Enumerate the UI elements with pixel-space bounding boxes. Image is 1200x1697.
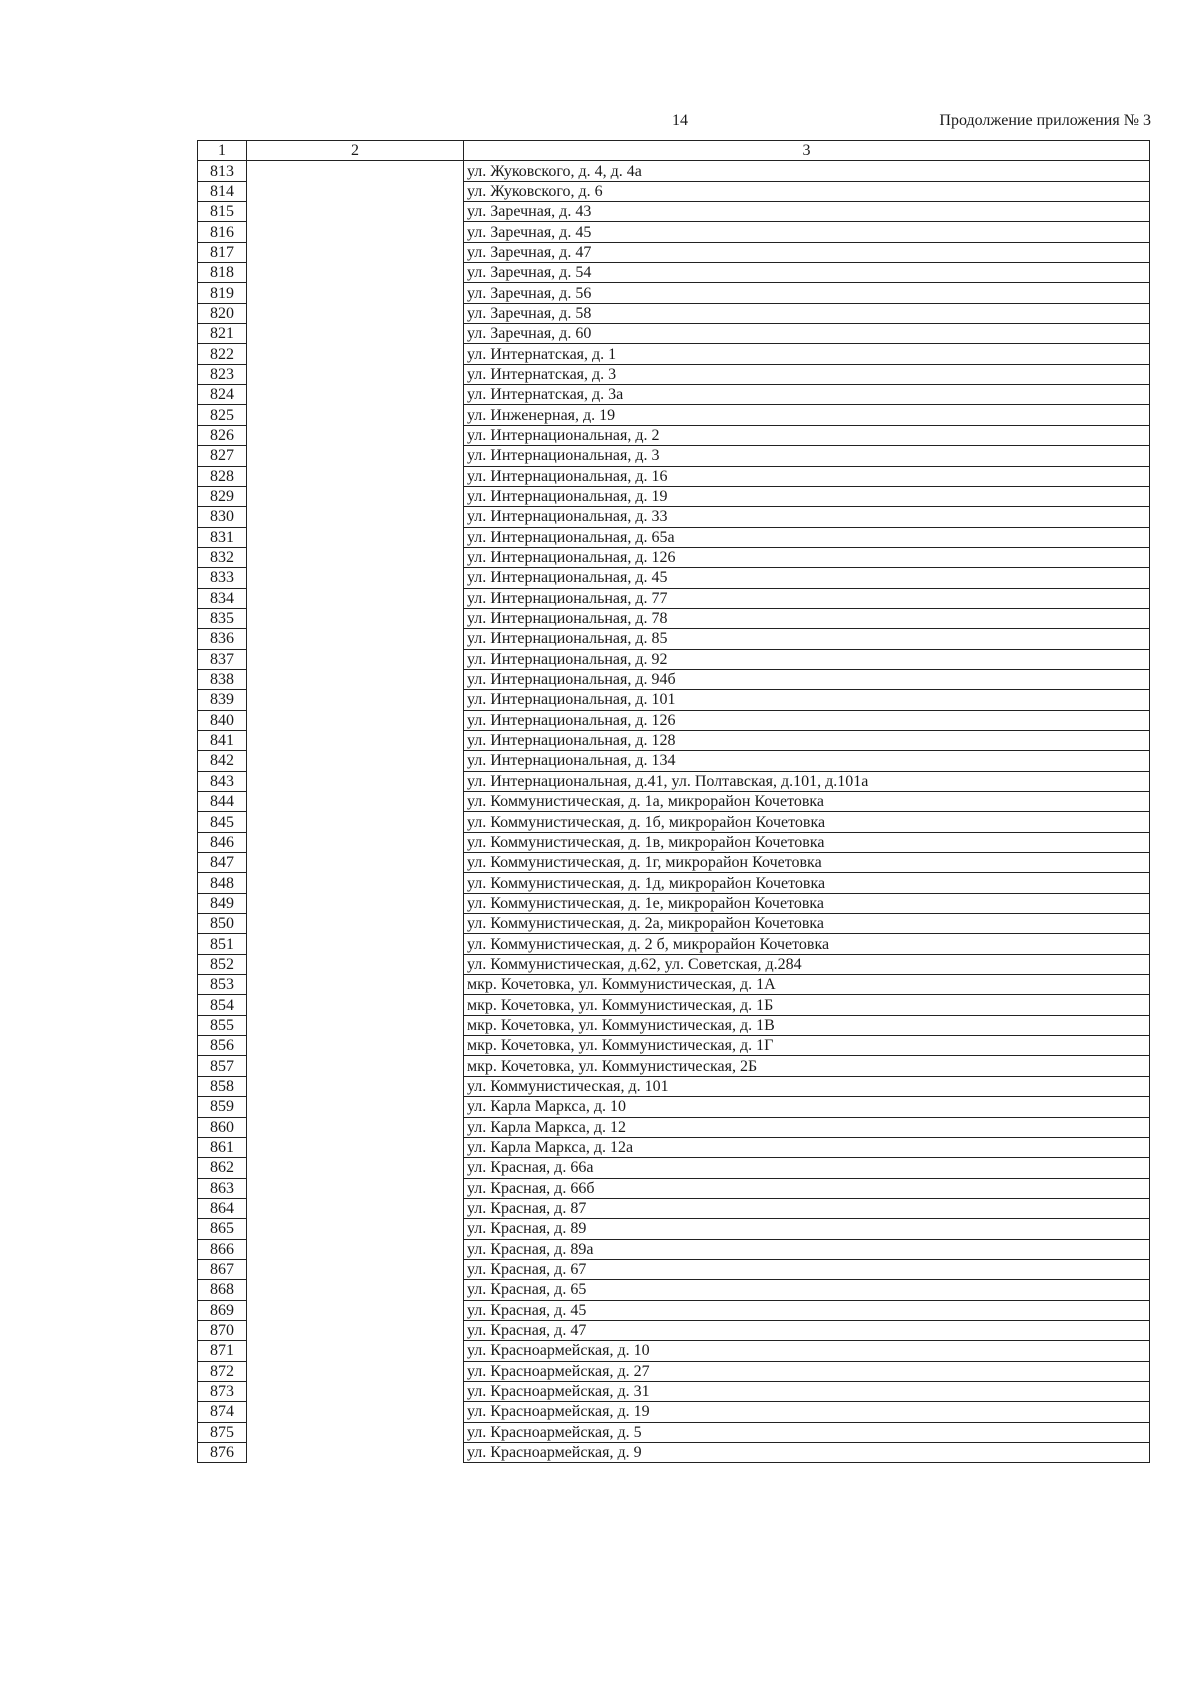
address-cell: ул. Красная, д. 66б (464, 1178, 1150, 1198)
column-2-cell (247, 161, 464, 181)
table-row (198, 995, 1150, 1015)
table-row (198, 486, 1150, 506)
address-cell: ул. Красная, д. 87 (464, 1198, 1150, 1218)
table-row (198, 690, 1150, 710)
column-2-cell (247, 344, 464, 364)
address-cell: мкр. Кочетовка, ул. Коммунистическая, д. 1Б (464, 995, 1150, 1015)
table-row (198, 608, 1150, 628)
table-row (198, 1361, 1150, 1381)
address-cell: ул. Интернациональная, д. 126 (464, 710, 1150, 730)
table-row (198, 1422, 1150, 1442)
table-row (198, 547, 1150, 567)
table-row (198, 1219, 1150, 1239)
address-cell: ул. Красная, д. 45 (464, 1300, 1150, 1320)
table-row (198, 1137, 1150, 1157)
table-row (198, 161, 1150, 181)
column-2-cell (247, 1137, 464, 1157)
address-cell: ул. Интернациональная, д. 101 (464, 690, 1150, 710)
column-2-cell (247, 283, 464, 303)
column-2-cell (247, 242, 464, 262)
column-2-cell (247, 710, 464, 730)
column-2-cell (247, 1219, 464, 1239)
address-cell: ул. Интернациональная, д. 3 (464, 446, 1150, 466)
table-row (198, 324, 1150, 344)
row-number-cell: 855 (198, 1015, 247, 1035)
row-number-cell: 847 (198, 853, 247, 873)
column-2-cell (247, 832, 464, 852)
table-row (198, 364, 1150, 384)
row-number-cell: 823 (198, 364, 247, 384)
table-row (198, 853, 1150, 873)
table-row (198, 1178, 1150, 1198)
address-cell: ул. Красная, д. 66а (464, 1158, 1150, 1178)
column-2-cell (247, 893, 464, 913)
address-cell: ул. Заречная, д. 54 (464, 263, 1150, 283)
row-number-cell: 852 (198, 954, 247, 974)
address-cell: ул. Коммунистическая, д. 101 (464, 1076, 1150, 1096)
address-cell: ул. Красноармейская, д. 9 (464, 1443, 1150, 1463)
row-number-cell: 837 (198, 649, 247, 669)
row-number-cell: 851 (198, 934, 247, 954)
table-row (198, 1280, 1150, 1300)
row-number-cell: 874 (198, 1402, 247, 1422)
column-2-cell (247, 608, 464, 628)
table-row (198, 344, 1150, 364)
table-row (198, 303, 1150, 323)
address-cell: ул. Красная, д. 67 (464, 1259, 1150, 1279)
address-cell: ул. Красная, д. 47 (464, 1320, 1150, 1340)
row-number-cell: 858 (198, 1076, 247, 1096)
address-cell: ул. Коммунистическая, д. 1д, микрорайон Кочетовка (464, 873, 1150, 893)
row-number-cell: 846 (198, 832, 247, 852)
row-number-cell: 827 (198, 446, 247, 466)
address-cell: ул. Коммунистическая, д. 1в, микрорайон Кочетовка (464, 832, 1150, 852)
table-row (198, 1402, 1150, 1422)
address-cell: ул. Жуковского, д. 4, д. 4а (464, 161, 1150, 181)
address-cell: ул. Интернациональная, д. 92 (464, 649, 1150, 669)
column-2-cell (247, 812, 464, 832)
row-number-cell: 813 (198, 161, 247, 181)
table-row (198, 1239, 1150, 1259)
row-number-cell: 857 (198, 1056, 247, 1076)
column-2-cell (247, 1097, 464, 1117)
address-cell: ул. Интернациональная, д. 78 (464, 608, 1150, 628)
row-number-cell: 848 (198, 873, 247, 893)
table-row (198, 893, 1150, 913)
table-row (198, 446, 1150, 466)
address-cell: мкр. Кочетовка, ул. Коммунистическая, д. 1А (464, 975, 1150, 995)
row-number-cell: 860 (198, 1117, 247, 1137)
row-number-cell: 831 (198, 527, 247, 547)
table-row (198, 751, 1150, 771)
column-2-cell (247, 486, 464, 506)
row-number-cell: 830 (198, 507, 247, 527)
table-row (198, 629, 1150, 649)
address-cell: ул. Красная, д. 65 (464, 1280, 1150, 1300)
column-2-cell (247, 853, 464, 873)
address-cell: ул. Заречная, д. 47 (464, 242, 1150, 262)
address-cell: ул. Красноармейская, д. 27 (464, 1361, 1150, 1381)
row-number-cell: 840 (198, 710, 247, 730)
row-number-cell: 849 (198, 893, 247, 913)
column-2-cell (247, 1300, 464, 1320)
address-cell: ул. Инженерная, д. 19 (464, 405, 1150, 425)
address-cell: ул. Интернациональная, д. 33 (464, 507, 1150, 527)
address-cell: ул. Красноармейская, д. 31 (464, 1381, 1150, 1401)
column-2-cell (247, 303, 464, 323)
column-2-cell (247, 263, 464, 283)
address-cell: ул. Интернациональная, д. 65а (464, 527, 1150, 547)
table-row (198, 771, 1150, 791)
column-2-cell (247, 1158, 464, 1178)
row-number-cell: 835 (198, 608, 247, 628)
column-2-cell (247, 1422, 464, 1442)
column-2-cell (247, 527, 464, 547)
table-row (198, 710, 1150, 730)
address-cell: ул. Карла Маркса, д. 10 (464, 1097, 1150, 1117)
row-number-cell: 817 (198, 242, 247, 262)
column-2-cell (247, 446, 464, 466)
row-number-cell: 820 (198, 303, 247, 323)
table-row (198, 1158, 1150, 1178)
row-number-cell: 842 (198, 751, 247, 771)
table-row (198, 181, 1150, 201)
address-cell: ул. Интернатская, д. 3 (464, 364, 1150, 384)
table-row (198, 792, 1150, 812)
column-2-cell (247, 751, 464, 771)
address-cell: ул. Интернатская, д. 3а (464, 385, 1150, 405)
table-row (198, 1097, 1150, 1117)
column-2-cell (247, 730, 464, 750)
row-number-cell: 853 (198, 975, 247, 995)
table-row (198, 263, 1150, 283)
address-cell: ул. Красноармейская, д. 10 (464, 1341, 1150, 1361)
address-cell: ул. Интернатская, д. 1 (464, 344, 1150, 364)
row-number-cell: 873 (198, 1381, 247, 1401)
column-2-cell (247, 629, 464, 649)
row-number-cell: 865 (198, 1219, 247, 1239)
address-cell: ул. Интернациональная, д.41, ул. Полтавская, д.101, д.101а (464, 771, 1150, 791)
column-2-cell (247, 1178, 464, 1198)
row-number-cell: 832 (198, 547, 247, 567)
table-row (198, 975, 1150, 995)
address-cell: ул. Интернациональная, д. 45 (464, 568, 1150, 588)
table-row (198, 1056, 1150, 1076)
table-row (198, 283, 1150, 303)
table-row (198, 1443, 1150, 1463)
address-cell: ул. Интернациональная, д. 94б (464, 669, 1150, 689)
row-number-cell: 828 (198, 466, 247, 486)
row-number-cell: 829 (198, 486, 247, 506)
table-row (198, 1076, 1150, 1096)
row-number-cell: 872 (198, 1361, 247, 1381)
table-row (198, 649, 1150, 669)
table-body (198, 161, 1150, 1463)
row-number-cell: 866 (198, 1239, 247, 1259)
column-2-cell (247, 954, 464, 974)
address-cell: ул. Красная, д. 89а (464, 1239, 1150, 1259)
table-row (198, 669, 1150, 689)
address-cell: ул. Карла Маркса, д. 12 (464, 1117, 1150, 1137)
row-number-cell: 867 (198, 1259, 247, 1279)
table-row (198, 1259, 1150, 1279)
column-2-cell (247, 1320, 464, 1340)
column-2-cell (247, 873, 464, 893)
column-2-cell (247, 405, 464, 425)
table-row (198, 1117, 1150, 1137)
column-2-cell (247, 547, 464, 567)
address-cell: ул. Красноармейская, д. 19 (464, 1402, 1150, 1422)
column-2-cell (247, 649, 464, 669)
row-number-cell: 854 (198, 995, 247, 1015)
column-header-1: 1 (198, 141, 247, 161)
address-cell: мкр. Кочетовка, ул. Коммунистическая, д. 1Г (464, 1036, 1150, 1056)
column-2-cell (247, 588, 464, 608)
table-row (198, 425, 1150, 445)
row-number-cell: 834 (198, 588, 247, 608)
appendix-continuation-caption: Продолжение приложения № 3 (939, 112, 1151, 129)
row-number-cell: 862 (198, 1158, 247, 1178)
row-number-cell: 822 (198, 344, 247, 364)
row-number-cell: 833 (198, 568, 247, 588)
column-2-cell (247, 1443, 464, 1463)
table-row (198, 385, 1150, 405)
address-cell: ул. Жуковского, д. 6 (464, 181, 1150, 201)
page-number: 14 (672, 112, 688, 129)
row-number-cell: 824 (198, 385, 247, 405)
table-row (198, 242, 1150, 262)
address-cell: ул. Интернациональная, д. 134 (464, 751, 1150, 771)
table-row (198, 222, 1150, 242)
column-2-cell (247, 425, 464, 445)
address-cell: ул. Заречная, д. 58 (464, 303, 1150, 323)
table-row (198, 1198, 1150, 1218)
column-2-cell (247, 1198, 464, 1218)
table-row (198, 1381, 1150, 1401)
address-registry-table (197, 140, 1150, 1463)
column-2-cell (247, 364, 464, 384)
table-header-row (198, 141, 1150, 161)
column-2-cell (247, 792, 464, 812)
column-2-cell (247, 1259, 464, 1279)
row-number-cell: 843 (198, 771, 247, 791)
address-cell: ул. Заречная, д. 43 (464, 202, 1150, 222)
row-number-cell: 870 (198, 1320, 247, 1340)
address-cell: ул. Интернациональная, д. 126 (464, 547, 1150, 567)
column-2-cell (247, 771, 464, 791)
row-number-cell: 868 (198, 1280, 247, 1300)
table-row (198, 873, 1150, 893)
address-cell: мкр. Кочетовка, ул. Коммунистическая, д. 1В (464, 1015, 1150, 1035)
row-number-cell: 838 (198, 669, 247, 689)
row-number-cell: 836 (198, 629, 247, 649)
row-number-cell: 863 (198, 1178, 247, 1198)
table-row (198, 1300, 1150, 1320)
table-row (198, 507, 1150, 527)
table-row (198, 466, 1150, 486)
row-number-cell: 818 (198, 263, 247, 283)
address-cell: ул. Коммунистическая, д. 1г, микрорайон Кочетовка (464, 853, 1150, 873)
address-cell: ул. Коммунистическая, д.62, ул. Советская, д.284 (464, 954, 1150, 974)
address-cell: ул. Красная, д. 89 (464, 1219, 1150, 1239)
column-2-cell (247, 202, 464, 222)
table-row (198, 405, 1150, 425)
column-2-cell (247, 1341, 464, 1361)
row-number-cell: 856 (198, 1036, 247, 1056)
address-cell: ул. Интернациональная, д. 128 (464, 730, 1150, 750)
table-row (198, 527, 1150, 547)
address-cell: ул. Коммунистическая, д. 1б, микрорайон Кочетовка (464, 812, 1150, 832)
address-cell: ул. Заречная, д. 56 (464, 283, 1150, 303)
column-2-cell (247, 1239, 464, 1259)
table-row (198, 730, 1150, 750)
column-2-cell (247, 181, 464, 201)
table-row (198, 588, 1150, 608)
table-row (198, 914, 1150, 934)
row-number-cell: 814 (198, 181, 247, 201)
address-cell: ул. Интернациональная, д. 19 (464, 486, 1150, 506)
address-cell: ул. Коммунистическая, д. 1а, микрорайон Кочетовка (464, 792, 1150, 812)
column-2-cell (247, 975, 464, 995)
column-2-cell (247, 914, 464, 934)
row-number-cell: 871 (198, 1341, 247, 1361)
column-2-cell (247, 385, 464, 405)
column-2-cell (247, 690, 464, 710)
column-2-cell (247, 1402, 464, 1422)
address-cell: ул. Красноармейская, д. 5 (464, 1422, 1150, 1442)
row-number-cell: 841 (198, 730, 247, 750)
address-cell: ул. Интернациональная, д. 2 (464, 425, 1150, 445)
address-cell: ул. Заречная, д. 60 (464, 324, 1150, 344)
column-2-cell (247, 1036, 464, 1056)
column-2-cell (247, 222, 464, 242)
table-row (198, 1036, 1150, 1056)
row-number-cell: 839 (198, 690, 247, 710)
row-number-cell: 821 (198, 324, 247, 344)
table-row (198, 934, 1150, 954)
table-row (198, 202, 1150, 222)
row-number-cell: 864 (198, 1198, 247, 1218)
row-number-cell: 826 (198, 425, 247, 445)
table-row (198, 568, 1150, 588)
column-header-2: 2 (247, 141, 464, 161)
address-cell: ул. Коммунистическая, д. 2 б, микрорайон Кочетовка (464, 934, 1150, 954)
column-2-cell (247, 995, 464, 1015)
address-cell: ул. Заречная, д. 45 (464, 222, 1150, 242)
row-number-cell: 859 (198, 1097, 247, 1117)
column-2-cell (247, 669, 464, 689)
row-number-cell: 816 (198, 222, 247, 242)
table-row (198, 832, 1150, 852)
column-2-cell (247, 324, 464, 344)
address-cell: ул. Интернациональная, д. 77 (464, 588, 1150, 608)
column-2-cell (247, 1015, 464, 1035)
table-row (198, 954, 1150, 974)
column-2-cell (247, 934, 464, 954)
row-number-cell: 850 (198, 914, 247, 934)
row-number-cell: 819 (198, 283, 247, 303)
address-cell: ул. Коммунистическая, д. 2а, микрорайон Кочетовка (464, 914, 1150, 934)
column-2-cell (247, 1076, 464, 1096)
table-row (198, 1341, 1150, 1361)
column-2-cell (247, 1280, 464, 1300)
row-number-cell: 825 (198, 405, 247, 425)
column-2-cell (247, 466, 464, 486)
table-row (198, 1015, 1150, 1035)
column-2-cell (247, 1361, 464, 1381)
column-2-cell (247, 1381, 464, 1401)
row-number-cell: 875 (198, 1422, 247, 1442)
column-2-cell (247, 507, 464, 527)
row-number-cell: 861 (198, 1137, 247, 1157)
address-cell: ул. Коммунистическая, д. 1е, микрорайон Кочетовка (464, 893, 1150, 913)
table-header (198, 141, 1150, 161)
row-number-cell: 815 (198, 202, 247, 222)
column-header-3: 3 (464, 141, 1150, 161)
address-cell: мкр. Кочетовка, ул. Коммунистическая, 2Б (464, 1056, 1150, 1076)
address-cell: ул. Карла Маркса, д. 12а (464, 1137, 1150, 1157)
address-cell: ул. Интернациональная, д. 16 (464, 466, 1150, 486)
row-number-cell: 869 (198, 1300, 247, 1320)
row-number-cell: 844 (198, 792, 247, 812)
table-row (198, 812, 1150, 832)
column-2-cell (247, 568, 464, 588)
row-number-cell: 876 (198, 1443, 247, 1463)
table-row (198, 1320, 1150, 1340)
row-number-cell: 845 (198, 812, 247, 832)
column-2-cell (247, 1117, 464, 1137)
address-cell: ул. Интернациональная, д. 85 (464, 629, 1150, 649)
column-2-cell (247, 1056, 464, 1076)
